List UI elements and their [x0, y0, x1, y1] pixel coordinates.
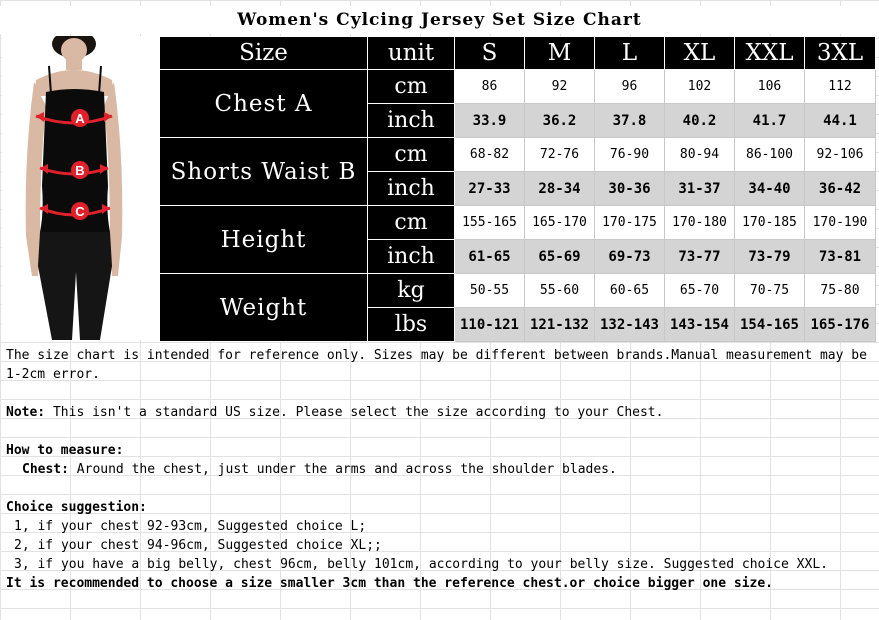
svg-text:A: A — [75, 111, 85, 126]
size-xxl-header: XXL — [735, 37, 805, 70]
value-cell: 73-81 — [805, 240, 876, 274]
measure-label: Height — [160, 206, 368, 274]
disclaimer-text: The size chart is intended for reference only. Sizes may be different between brands.Manual measurement may be 1-2cm error. — [6, 348, 867, 382]
size-s-header: S — [455, 37, 525, 70]
marker-c — [71, 202, 89, 220]
table-row — [160, 70, 876, 104]
value-cell: 155-165 — [455, 206, 525, 240]
size-xl-header: XL — [665, 37, 735, 70]
value-cell: 60-65 — [595, 274, 665, 308]
unit-header: unit — [368, 37, 455, 70]
unit-cell: cm — [368, 70, 455, 104]
value-cell: 28-34 — [525, 172, 595, 206]
measure-label: Shorts Waist B — [160, 138, 368, 206]
unit-cell: kg — [368, 274, 455, 308]
model-illustration — [2, 36, 159, 340]
value-cell: 86 — [455, 70, 525, 104]
unit-cell: cm — [368, 206, 455, 240]
value-cell: 69-73 — [595, 240, 665, 274]
measure-label: Chest A — [160, 70, 368, 138]
chest-text: Around the chest, just under the arms and across the shoulder blades. — [68, 462, 617, 477]
unit-cell: inch — [368, 172, 455, 206]
chest-instruction — [6, 460, 872, 479]
value-cell: 65-69 — [525, 240, 595, 274]
note-label: Note: — [6, 405, 46, 420]
table-row — [160, 206, 876, 240]
value-cell: 73-77 — [665, 240, 735, 274]
value-cell: 31-37 — [665, 172, 735, 206]
marker-a — [71, 109, 89, 127]
table-row — [160, 274, 876, 308]
value-cell: 170-180 — [665, 206, 735, 240]
chart-title: Women's Cylcing Jersey Set Size Chart — [0, 6, 879, 34]
size-l-header: L — [595, 37, 665, 70]
value-cell: 92 — [525, 70, 595, 104]
size-3xl-header: 3XL — [805, 37, 876, 70]
marker-b — [71, 161, 89, 179]
note-line — [6, 403, 872, 422]
size-m-header: M — [525, 37, 595, 70]
unit-cell: inch — [368, 104, 455, 138]
choice-item: 2, if your chest 94-96cm, Suggested choice XL;; — [14, 538, 382, 553]
table-row — [160, 138, 876, 172]
value-cell: 121-132 — [525, 308, 595, 342]
value-cell: 170-185 — [735, 206, 805, 240]
value-cell: 170-175 — [595, 206, 665, 240]
value-cell: 80-94 — [665, 138, 735, 172]
value-cell: 68-82 — [455, 138, 525, 172]
value-cell: 76-90 — [595, 138, 665, 172]
value-cell: 110-121 — [455, 308, 525, 342]
choice-heading: Choice suggestion: — [6, 500, 147, 515]
value-cell: 86-100 — [735, 138, 805, 172]
choice-item: 3, if you have a big belly, chest 96cm, belly 101cm, according to your belly size. Suggested choice XXL. — [14, 557, 828, 572]
size-header: Size — [160, 37, 368, 70]
value-cell: 55-60 — [525, 274, 595, 308]
svg-text:C: C — [75, 204, 85, 219]
value-cell: 30-36 — [595, 172, 665, 206]
value-cell: 73-79 — [735, 240, 805, 274]
value-cell: 33.9 — [455, 104, 525, 138]
value-cell: 154-165 — [735, 308, 805, 342]
value-cell: 165-176 — [805, 308, 876, 342]
value-cell: 106 — [735, 70, 805, 104]
value-cell: 50-55 — [455, 274, 525, 308]
how-to-measure-heading: How to measure: — [6, 443, 124, 458]
value-cell: 112 — [805, 70, 876, 104]
value-cell: 75-80 — [805, 274, 876, 308]
chest-label: Chest: — [22, 462, 69, 477]
value-cell: 36-42 — [805, 172, 876, 206]
unit-cell: inch — [368, 240, 455, 274]
value-cell: 34-40 — [735, 172, 805, 206]
note-text: This isn't a standard US size. Please select the size according to your Chest. — [45, 405, 664, 420]
header-row — [160, 37, 876, 70]
value-cell: 37.8 — [595, 104, 665, 138]
value-cell: 92-106 — [805, 138, 876, 172]
value-cell: 72-76 — [525, 138, 595, 172]
value-cell: 170-190 — [805, 206, 876, 240]
unit-cell: cm — [368, 138, 455, 172]
value-cell: 132-143 — [595, 308, 665, 342]
value-cell: 44.1 — [805, 104, 876, 138]
size-table — [159, 36, 876, 342]
notes-section — [6, 346, 872, 593]
measure-label: Weight — [160, 274, 368, 342]
value-cell: 40.2 — [665, 104, 735, 138]
value-cell: 41.7 — [735, 104, 805, 138]
value-cell: 36.2 — [525, 104, 595, 138]
choice-item: 1, if your chest 92-93cm, Suggested choice L; — [14, 519, 367, 534]
svg-text:B: B — [75, 163, 85, 178]
value-cell: 102 — [665, 70, 735, 104]
value-cell: 61-65 — [455, 240, 525, 274]
value-cell: 27-33 — [455, 172, 525, 206]
unit-cell: lbs — [368, 308, 455, 342]
value-cell: 65-70 — [665, 274, 735, 308]
value-cell: 165-170 — [525, 206, 595, 240]
model-figure — [2, 36, 159, 340]
value-cell: 96 — [595, 70, 665, 104]
value-cell: 70-75 — [735, 274, 805, 308]
value-cell: 143-154 — [665, 308, 735, 342]
recommendation-text: It is recommended to choose a size smaller 3cm than the reference chest.or choice bigger one size. — [6, 576, 774, 591]
